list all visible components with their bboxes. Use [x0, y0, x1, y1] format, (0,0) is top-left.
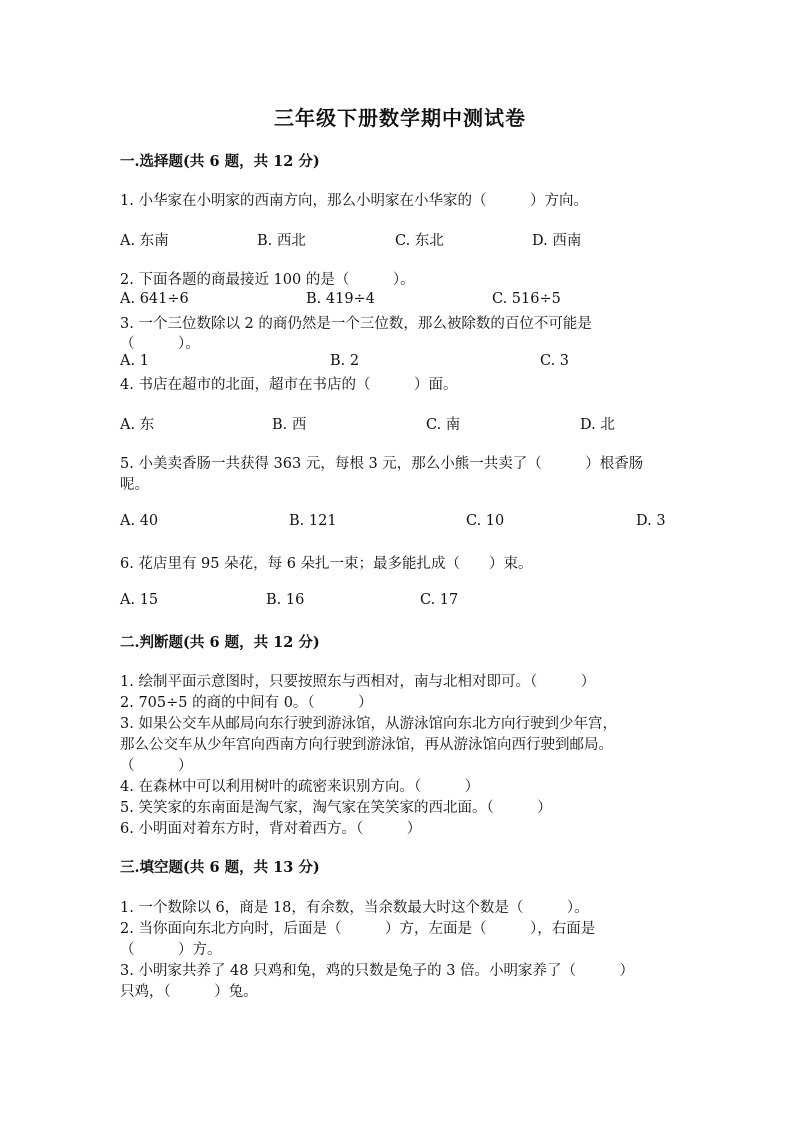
choice-q3-line2: （ ）。	[120, 336, 200, 352]
fill-q2-line2: （ ）方。	[120, 942, 222, 958]
choice-q3-option-b[interactable]: B. 2	[330, 353, 360, 369]
choice-q5-line1: 5. 小美卖香肠一共获得 363 元，每根 3 元，那么小熊一共卖了（ ）根香肠	[120, 456, 644, 472]
judge-q1: 1. 绘制平面示意图时，只要按照东与西相对，南与北相对即可。（ ）	[120, 674, 596, 690]
choice-q2-option-c[interactable]: C. 516÷5	[492, 291, 561, 307]
judge-q2: 2. 705÷5 的商的中间有 0。（ ）	[120, 695, 373, 711]
choice-q1-option-d[interactable]: D. 西南	[532, 233, 582, 249]
judge-q6: 6. 小明面对着东方时，背对着西方。（ ）	[120, 821, 422, 837]
choice-q4-option-c[interactable]: C. 南	[426, 417, 461, 433]
fill-q3-line1: 3. 小明家共养了 48 只鸡和兔，鸡的只数是兔子的 3 倍。小明家养了（ ）	[120, 963, 635, 979]
choice-q1-option-b[interactable]: B. 西北	[257, 233, 306, 249]
choice-q1: 1. 小华家在小明家的西南方向，那么小明家在小华家的（ ）方向。	[120, 193, 588, 209]
fill-q3-line2: 只鸡，（ ）兔。	[120, 984, 258, 1000]
choice-q5-option-b[interactable]: B. 121	[289, 513, 337, 529]
choice-q6: 6. 花店里有 95 朵花，每 6 朵扎一束；最多能扎成（ ）束。	[120, 556, 533, 572]
section-heading-fill: 三.填空题(共 6 题，共 13 分)	[120, 859, 320, 876]
choice-q6-option-c[interactable]: C. 17	[420, 592, 459, 608]
choice-q4-option-d[interactable]: D. 北	[580, 417, 615, 433]
section-heading-judgement: 二.判断题(共 6 题，共 12 分)	[120, 634, 320, 651]
judge-q5: 5. 笑笑家的东南面是淘气家，淘气家在笑笑家的西北面。（ ）	[120, 800, 552, 816]
choice-q5-line2: 呢。	[120, 477, 149, 493]
section-heading-choice: 一.选择题(共 6 题，共 12 分)	[120, 153, 320, 170]
choice-q2-option-a[interactable]: A. 641÷6	[120, 291, 189, 307]
choice-q1-option-a[interactable]: A. 东南	[120, 233, 169, 249]
choice-q2: 2. 下面各题的商最接近 100 的是（ ）。	[120, 272, 415, 288]
choice-q5-option-c[interactable]: C. 10	[466, 513, 505, 529]
choice-q1-option-c[interactable]: C. 东北	[395, 233, 444, 249]
choice-q3-option-c[interactable]: C. 3	[540, 353, 570, 369]
choice-q6-option-b[interactable]: B. 16	[266, 592, 305, 608]
choice-q5-option-d[interactable]: D. 3	[636, 513, 666, 529]
choice-q4-option-b[interactable]: B. 西	[272, 417, 307, 433]
choice-q6-option-a[interactable]: A. 15	[120, 592, 159, 608]
choice-q4-option-a[interactable]: A. 东	[120, 417, 155, 433]
judge-q3-line2: 那么公交车从少年宫向西南方向行驶到游泳馆，再从游泳馆向西行驶到邮局。	[120, 737, 613, 753]
judge-q4: 4. 在森林中可以利用树叶的疏密来识别方向。（ ）	[120, 779, 480, 795]
choice-q3-option-a[interactable]: A. 1	[120, 353, 149, 369]
fill-q1: 1. 一个数除以 6，商是 18，有余数，当余数最大时这个数是（ ）。	[120, 900, 589, 916]
fill-q2-line1: 2. 当你面向东北方向时，后面是（ ）方，左面是（ ），右面是	[120, 921, 596, 937]
judge-q3-line1: 3. 如果公交车从邮局向东行驶到游泳馆，从游泳馆向东北方向行驶到少年宫，	[120, 716, 617, 732]
choice-q3-line1: 3. 一个三位数除以 2 的商仍然是一个三位数，那么被除数的百位不可能是	[120, 316, 592, 332]
judge-q3-line3: （ ）	[120, 758, 193, 774]
choice-q4: 4. 书店在超市的北面，超市在书店的（ ）面。	[120, 377, 458, 393]
choice-q2-option-b[interactable]: B. 419÷4	[306, 291, 375, 307]
choice-q5-option-a[interactable]: A. 40	[120, 513, 159, 529]
page-title: 三年级下册数学期中测试卷	[274, 106, 526, 130]
